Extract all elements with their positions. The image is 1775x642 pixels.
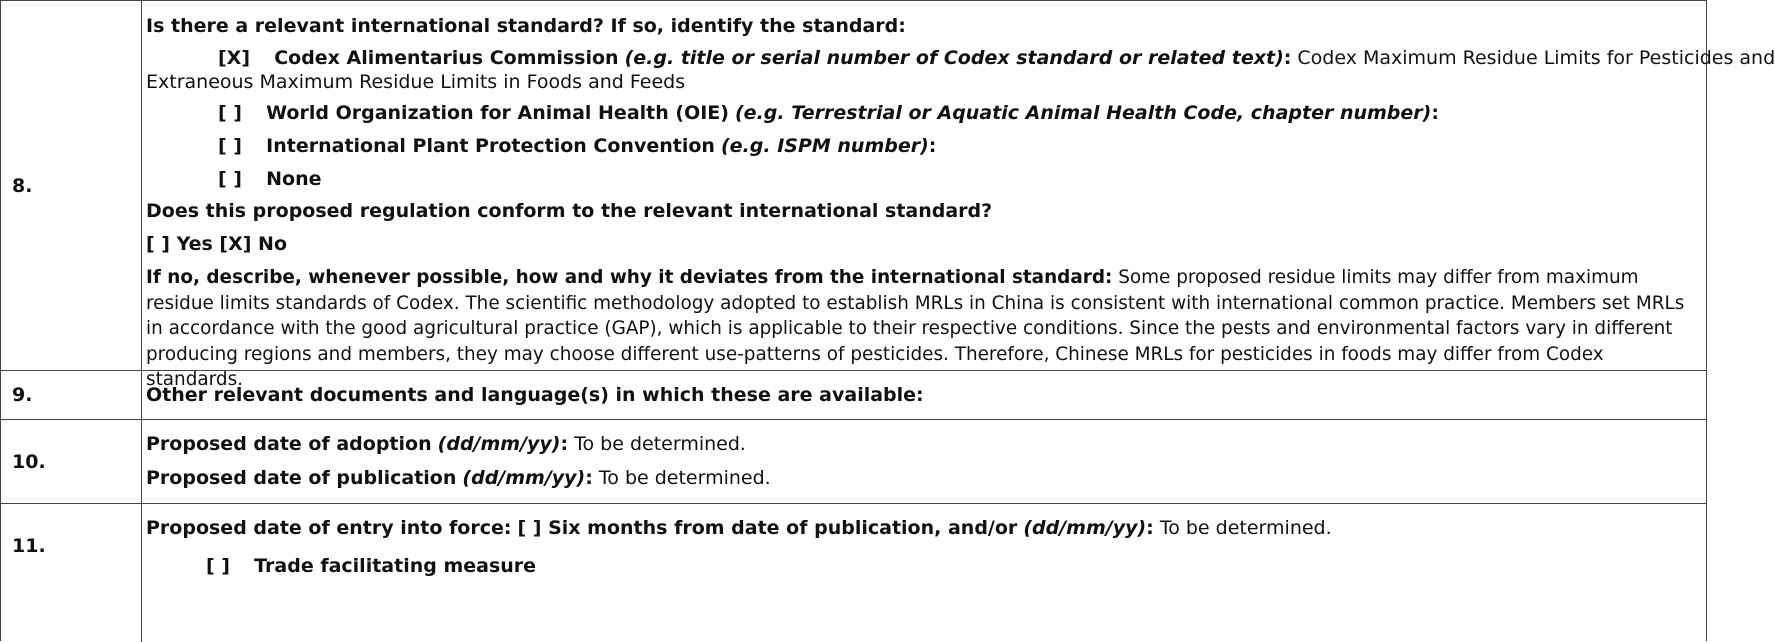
row-number: 9. — [1, 371, 142, 419]
codex-hint: (e.g. title or serial number of Codex standard or related text) — [624, 47, 1284, 69]
adoption-value: To be determined. — [574, 433, 746, 455]
row-number: 10. — [1, 420, 142, 503]
ippc-checkbox[interactable]: [ ] — [218, 135, 242, 157]
oie-checkbox[interactable]: [ ] — [218, 102, 242, 124]
row-number: 8. — [1, 1, 142, 370]
row-9 — [1, 371, 1707, 420]
row-11-content — [146, 504, 1703, 642]
codex-value: Codex Maximum Residue Limits for Pesticides and — [1291, 47, 1775, 69]
row-10-content — [146, 420, 1703, 503]
entry-value: To be determined. — [1159, 517, 1332, 539]
row-9-content — [146, 371, 1703, 419]
option-oie: [ ] World Organization for Animal Health (OIE) (e.g. Terrestrial or Aquatic Animal Health Code, chapter number): — [218, 102, 1439, 124]
publication-date: Proposed date of publication (dd/mm/yy): To be determined. — [146, 467, 771, 489]
conform-answer: [ ] Yes [X] No — [146, 233, 288, 255]
trade-checkbox[interactable]: [ ] — [206, 555, 230, 577]
oie-hint: (e.g. Terrestrial or Aquatic Animal Health Code, chapter number) — [735, 102, 1432, 124]
deviation-text: Some proposed residue limits may differ from maximum residue limits standards of Codex. The scientific methodology adopted to establish MRLs in China is consistent with international common practice. Members set MRLs in accordance with the good agricultural practice (GAP), which is applicable to their respective conditions. Since the pests and environmental factors vary in different producing regions and members, they may choose different use-patterns of pesticides. Therefore, Chinese MRLs for pesticides in foods may differ from Codex standards. — [146, 267, 1685, 390]
other-documents-label: Other relevant documents and language(s) in which these are available: — [146, 384, 924, 406]
row-10 — [1, 420, 1707, 504]
ippc-label: International Plant Protection Convention — [266, 135, 715, 157]
option-ippc: [ ] International Plant Protection Convention (e.g. ISPM number): — [218, 135, 937, 157]
none-label: None — [266, 168, 322, 190]
question-conform: Does this proposed regulation conform to the relevant international standard? — [146, 200, 993, 222]
option-codex: [X] Codex Alimentarius Commission (e.g. title or serial number of Codex standard or related text): Codex Maximum Residue Limits for Pesticides and — [218, 47, 1775, 69]
option-trade-facilitating — [206, 554, 536, 579]
six-months-option[interactable]: [ ] Six months from date of publication — [517, 517, 935, 539]
row-8 — [1, 1, 1775, 390]
option-none — [218, 167, 322, 192]
question-standard: Is there a relevant international standard? If so, identify the standard: — [146, 15, 906, 37]
codex-value-continued: Extraneous Maximum Residue Limits in Foods and Feeds — [146, 71, 686, 93]
row-number: 11. — [1, 504, 142, 642]
ippc-hint: (e.g. ISPM number) — [720, 135, 929, 157]
codex-label: Codex Alimentarius Commission — [274, 47, 619, 69]
entry-into-force: Proposed date of entry into force: [ ] Six months from date of publication, and/or (dd/mm/yy): To be determined. — [146, 517, 1332, 539]
oie-label: World Organization for Animal Health (OIE) — [266, 102, 729, 124]
trade-label: Trade facilitating measure — [254, 555, 537, 577]
none-checkbox[interactable]: [ ] — [218, 168, 242, 190]
deviation-label: If no, describe, whenever possible, how and why it deviates from the international standard: — [146, 267, 1113, 288]
codex-checkbox[interactable]: [X] — [218, 47, 251, 69]
publication-value: To be determined. — [598, 467, 771, 489]
adoption-date: Proposed date of adoption (dd/mm/yy): To be determined. — [146, 433, 746, 455]
row-8-content — [146, 1, 1775, 390]
row-11 — [1, 504, 1707, 642]
